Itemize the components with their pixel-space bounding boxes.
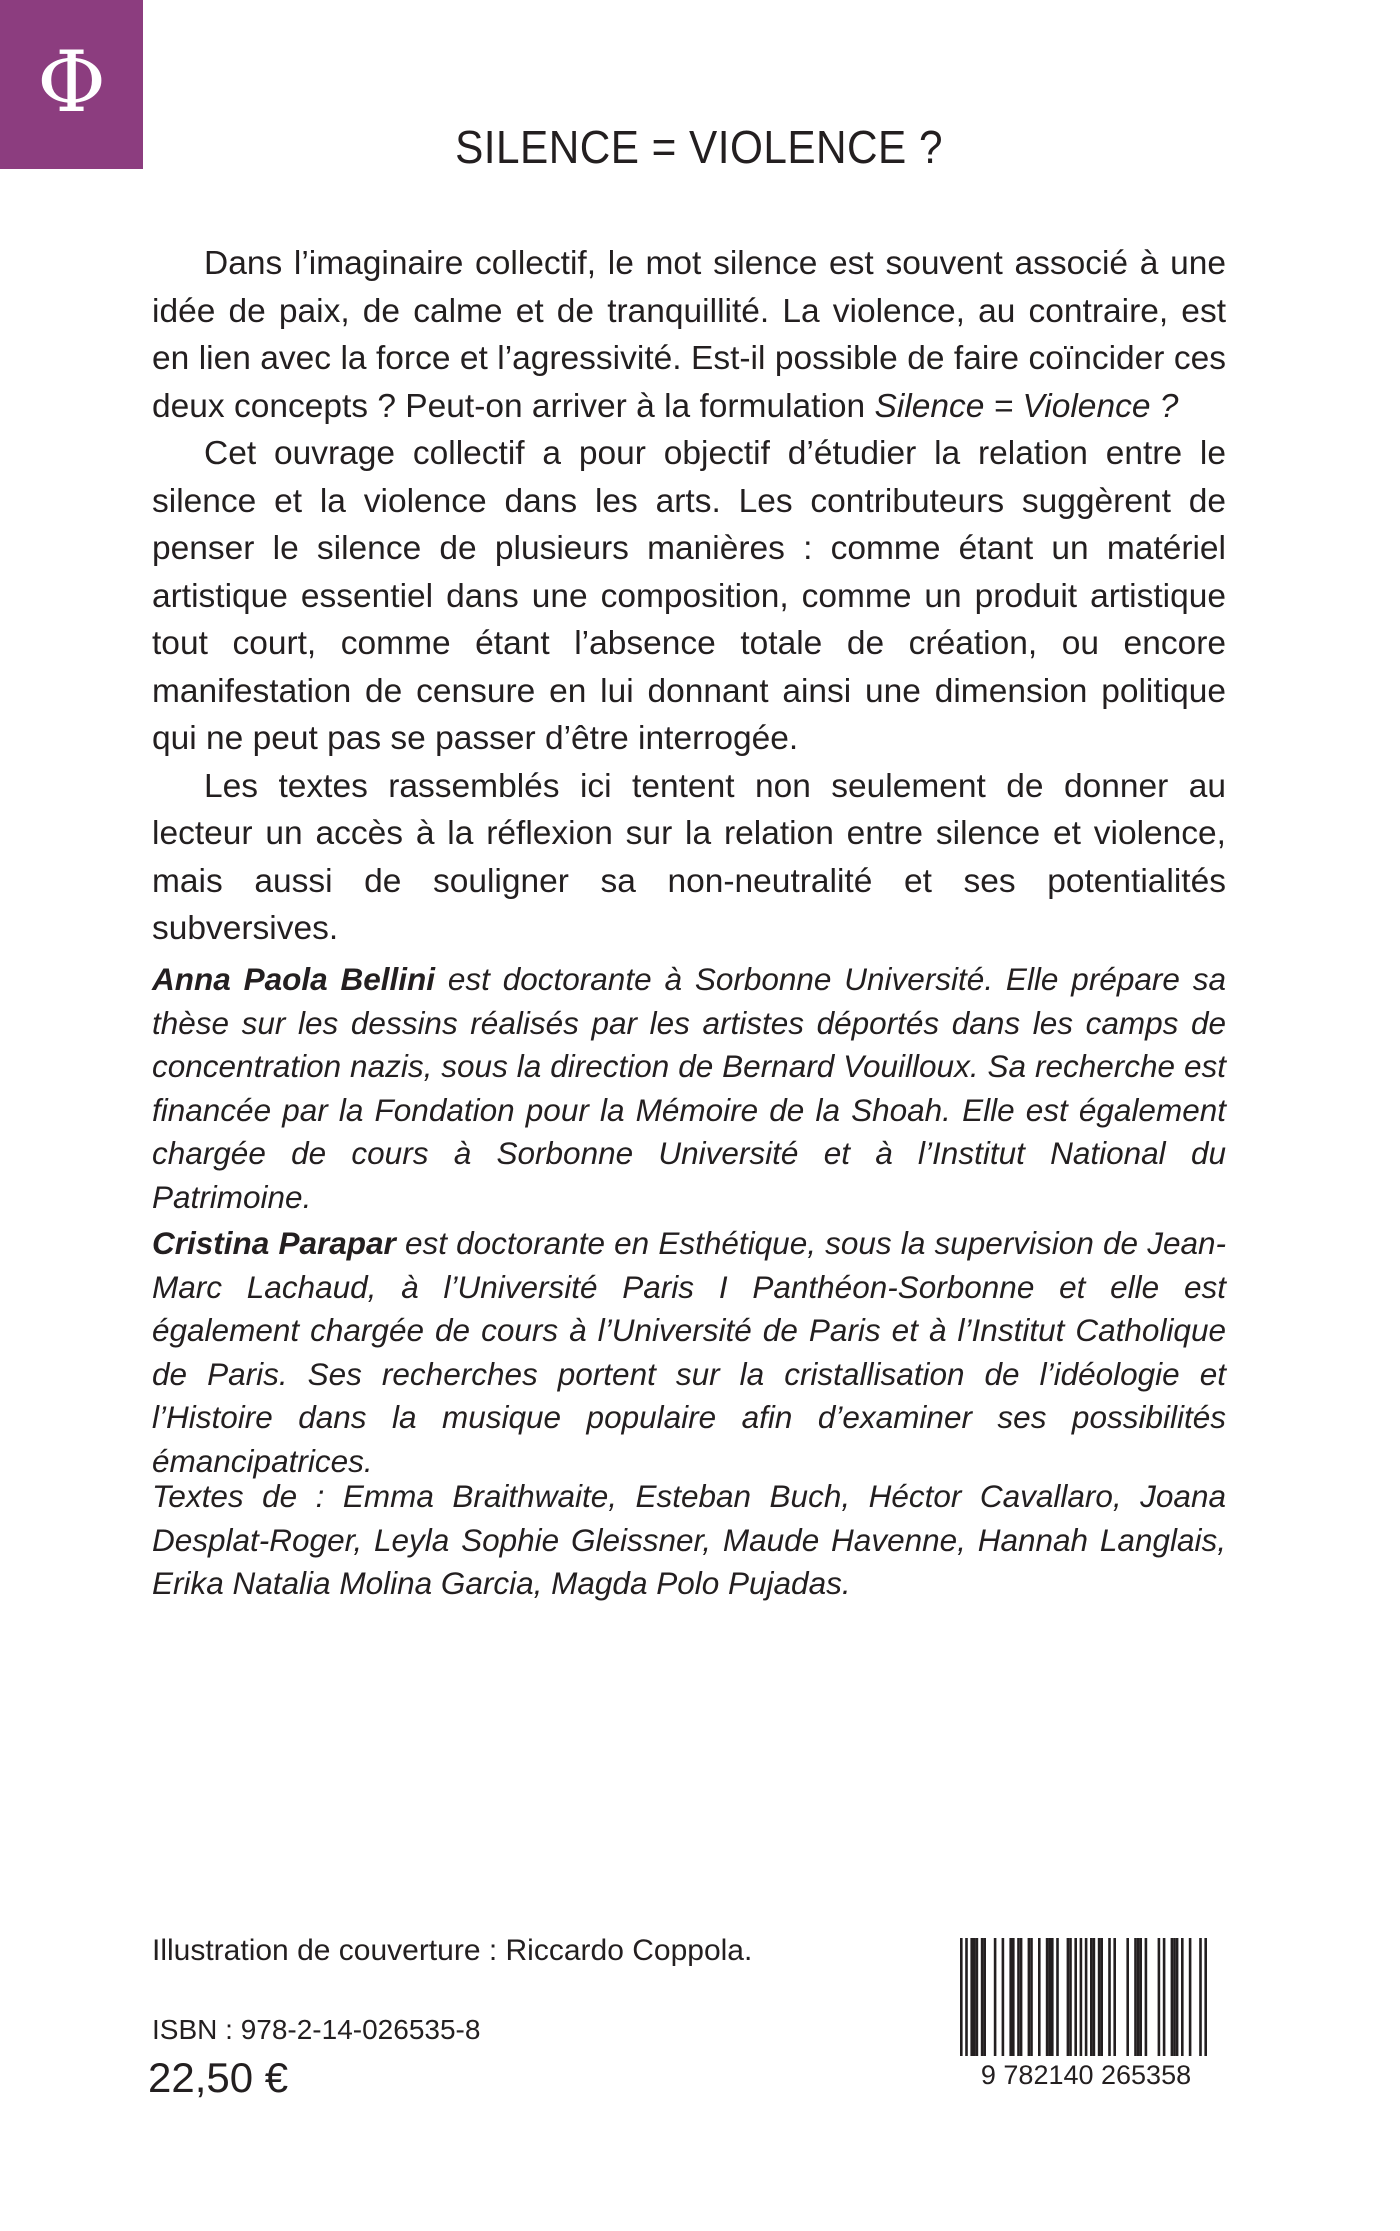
barcode-bar xyxy=(994,1938,997,2056)
barcode-bar xyxy=(1139,1938,1142,2056)
barcode-bar xyxy=(1098,1938,1101,2056)
barcode-bar xyxy=(960,1938,963,2056)
barcode-bar xyxy=(981,1938,984,2056)
barcode-bar xyxy=(1067,1938,1070,2056)
barcode-bar xyxy=(1163,1938,1166,2056)
barcode-bar xyxy=(1046,1938,1049,2056)
price: 22,50 € xyxy=(148,2054,289,2101)
barcode-bar xyxy=(1020,1938,1023,2056)
barcode-bar xyxy=(1038,1938,1041,2056)
barcode-bar xyxy=(1204,1938,1207,2056)
isbn: ISBN : 978-2-14-026535-8 xyxy=(152,2014,481,2045)
barcode-digits: 9 782140 265358 xyxy=(980,2060,1192,2090)
barcode-bar xyxy=(1199,1938,1202,2056)
book-title: SILENCE = VIOLENCE ? xyxy=(455,121,943,173)
barcode-bar xyxy=(1012,1938,1015,2056)
barcode-bar xyxy=(1173,1938,1176,2056)
barcode-bar xyxy=(1048,1938,1051,2056)
barcode-bar xyxy=(1085,1938,1088,2056)
barcode-bar xyxy=(1030,1938,1033,2056)
summary-paragraph-1: Dans l’imaginaire collectif, le mot silence est souvent associé à une idée de paix, de calme et de tranquillité. La violence, au contraire, est en lien avec la force et l’agressivité. Est-il possible de faire coïncider ces deux concepts ? Peut-on arriver à la formulation Silence = Violence ? xyxy=(152,245,1226,425)
barcode-bars xyxy=(960,1938,1207,2056)
phi-logo-icon: Φ xyxy=(37,32,106,131)
barcode-bar xyxy=(1189,1938,1192,2056)
barcode-bar xyxy=(1126,1938,1129,2056)
barcode-bar xyxy=(1009,1938,1012,2056)
barcode-bar xyxy=(1074,1938,1077,2056)
barcode-bar xyxy=(1134,1938,1137,2056)
barcode-bar xyxy=(983,1938,986,2056)
barcode-bar xyxy=(1017,1938,1020,2056)
summary-paragraph-3: Les textes rassemblés ici tentent non seulement de donner au lecteur un accès à la réflexion sur la relation entre silence et violence, mais aussi de souligner sa non-neutralité et ses potentialités subversives. xyxy=(152,767,1226,947)
barcode-bar xyxy=(1181,1938,1184,2056)
contributors-list: Textes de : Emma Braithwaite, Esteban Buch, Héctor Cavallaro, Joana Desplat-Roger, Leyla Sophie Gleissner, Maude Havenne, Hannah Langlais, Erika Natalia Molina Garcia, Magda Polo Pujadas. xyxy=(152,1478,1226,1601)
barcode-bar xyxy=(1056,1938,1059,2056)
barcode-bar xyxy=(1051,1938,1054,2056)
barcode-bar xyxy=(976,1938,979,2056)
barcode-bar xyxy=(1002,1938,1005,2056)
author-name-1: Anna Paola Bellini xyxy=(152,961,436,997)
barcode xyxy=(956,1938,1216,2090)
barcode-bar xyxy=(1100,1938,1103,2056)
barcode-bar xyxy=(1093,1938,1096,2056)
author-bio-1: Anna Paola Bellini est doctorante à Sorbonne Université. Elle prépare sa thèse sur les dessins réalisés par les artistes déportés dans les camps de concentration nazis, sous la direction de Bernard Vouilloux. Sa recherche est financée par la Fondation pour la Mémoire de la Shoah. Elle est également chargée de cours à Sorbonne Université et à l’Institut National du Patrimoine. xyxy=(152,961,1226,1215)
barcode-bar xyxy=(1108,1938,1111,2056)
barcode-bar xyxy=(1069,1938,1072,2056)
barcode-bar xyxy=(1137,1938,1140,2056)
book-summary xyxy=(152,240,1226,953)
barcode-bar xyxy=(965,1938,968,2056)
author-name-2: Cristina Parapar xyxy=(152,1225,396,1261)
barcode-bar xyxy=(1113,1938,1116,2056)
barcode-bar xyxy=(973,1938,976,2056)
barcode-bar xyxy=(1090,1938,1093,2056)
barcode-bar xyxy=(1176,1938,1179,2056)
barcode-bar xyxy=(1080,1938,1083,2056)
barcode-bar xyxy=(1171,1938,1174,2056)
illustration-credit: Illustration de couverture : Riccardo Coppola. xyxy=(152,1934,753,1967)
barcode-bar xyxy=(970,1938,973,2056)
barcode-bar xyxy=(1145,1938,1148,2056)
author-bio-2: Cristina Parapar est doctorante en Esthétique, sous la supervision de Jean-Marc Lachaud, à l’Université Paris I Panthéon-Sorbonne et elle est également chargée de cours à l’Université de Paris et à l’Institut Catholique de Paris. Ses recherches portent sur la cristallisation de l’idéologie et l’Histoire dans la musique populaire afin d’examiner ses possibilités émancipatrices. xyxy=(152,1225,1226,1479)
summary-paragraph-2: Cet ouvrage collectif a pour objectif d’étudier la relation entre le silence et la violence dans les arts. Les contributeurs suggèrent de penser le silence de plusieurs manières : comme étant un matériel artistique essentiel dans une composition, comme un produit artistique tout court, comme étant l’absence totale de création, ou encore manifestation de censure en lui donnant ainsi une dimension politique qui ne peut pas se passer d’être interrogée. xyxy=(152,435,1226,757)
summary-formula: Silence = Violence ? xyxy=(874,387,1179,425)
barcode-bar xyxy=(1158,1938,1161,2056)
barcode-bar xyxy=(1028,1938,1031,2056)
